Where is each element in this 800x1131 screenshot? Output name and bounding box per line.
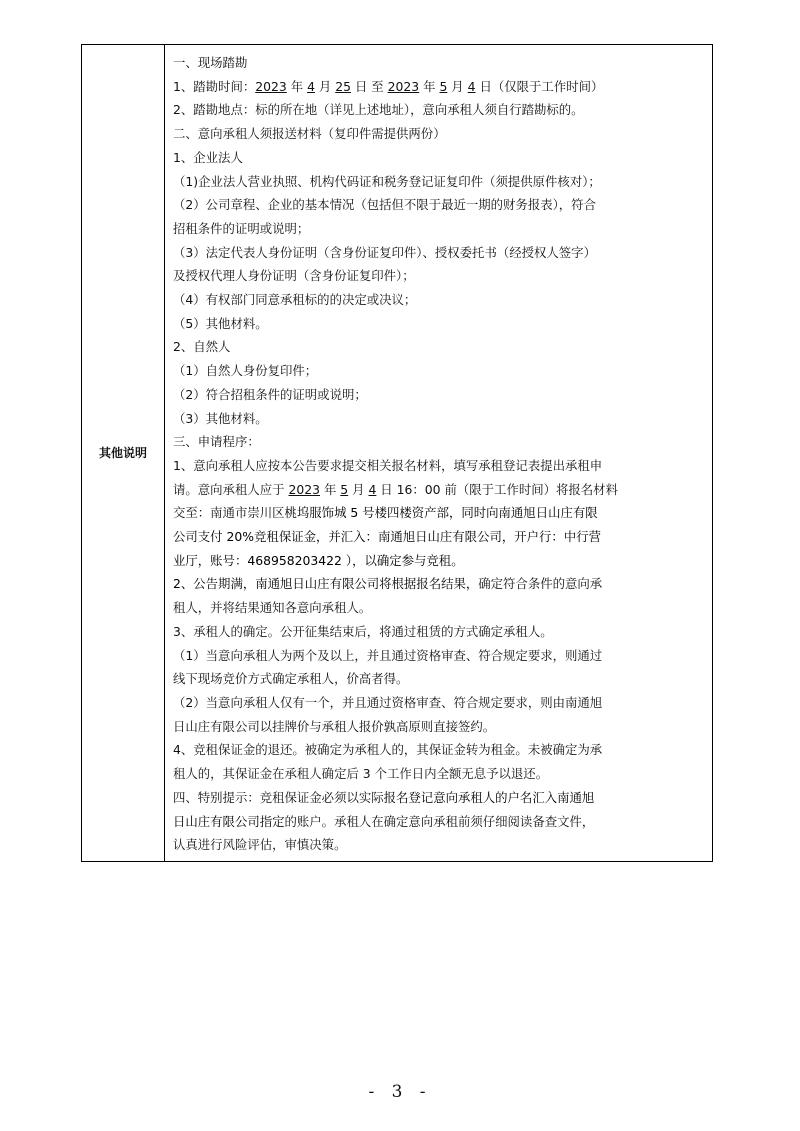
text-run: 租人，并将结果通知各意向承租人。	[173, 600, 372, 616]
text-run: 月	[314, 78, 336, 94]
content-line	[173, 833, 704, 857]
text-run: 年	[320, 481, 341, 497]
content-line	[173, 75, 704, 99]
content-line	[173, 715, 704, 739]
content-line	[173, 762, 704, 786]
text-run: 及授权代理人身份证明（含身份证复印件）；	[173, 268, 415, 284]
underlined-value: 5	[340, 481, 349, 497]
text-run: 年	[286, 78, 308, 94]
content-line	[173, 383, 704, 407]
text-run: 请。意向承租人应于	[173, 481, 289, 497]
content-line	[173, 264, 704, 288]
text-run: 日 至	[351, 78, 388, 94]
underlined-value: 4	[467, 78, 476, 94]
emphasis-text: 桃坞服饰城 5 号楼四楼资产部，同时向南通旭日山庄有限	[284, 505, 598, 521]
content-line	[173, 525, 704, 549]
text-run: 一、现场踏勘	[173, 55, 248, 70]
underlined-value: 4	[307, 78, 315, 94]
content-line	[173, 549, 704, 573]
text-run: （3）其他材料。	[173, 410, 268, 426]
text-run: （1）当意向承租人为两个及以上，并且通过资格审查、符合规定要求，则通过	[173, 647, 603, 663]
text-run: （2）公司章程、企业的基本情况（包括但不限于最近一期的财务报表），符合	[173, 197, 596, 213]
page-number: - 3 -	[368, 1082, 432, 1102]
content-line	[173, 430, 704, 454]
content-line	[173, 786, 704, 810]
text-run: 2、踏勘地点：标的所在地（详见上述地址），意向承租人须自行踏勘标的。	[173, 102, 584, 118]
content-line	[173, 146, 704, 170]
content-line	[173, 193, 704, 217]
content-line	[173, 98, 704, 122]
content-line	[173, 620, 704, 644]
underlined-value: 2023	[387, 78, 420, 94]
content-line	[173, 454, 704, 478]
content-line	[173, 667, 704, 691]
underlined-value: 4	[368, 481, 377, 497]
content-line	[173, 241, 704, 265]
content-line	[173, 407, 704, 431]
text-run: 月	[348, 481, 369, 497]
content-line	[173, 572, 704, 596]
text-run: 月	[447, 78, 468, 94]
text-run: （1）自然人身份复印件；	[173, 363, 318, 379]
underlined-value: 2023	[255, 78, 287, 94]
text-run: 年	[419, 78, 440, 94]
emphasis-text: 报名登记意向承租人的户名汇入南通旭	[383, 789, 595, 805]
content-lines	[173, 51, 704, 857]
emphasis-text: 公司支付 20%竞租保证金，并汇入：南通旭日山庄有限公司，开户行：中行营	[173, 529, 601, 545]
text-run: 1、企业法人	[173, 149, 243, 165]
text-run: 确定符合条件的意向承	[478, 576, 603, 592]
text-run: （2）当意向承租人仅有一个，并且通过资格审查、符合规定要求，则由南通旭	[173, 694, 603, 710]
text-run: 认真进行风险评估，审慎决策。	[173, 837, 347, 853]
text-run: 4、竞租保证金的退还。被确定为承租人的，其保证金转为租金。未被确定为承	[173, 742, 603, 758]
table-row	[82, 45, 713, 862]
text-run: 租人的，其保证金在承租人确定后 3 个工作日内全额无息予以退还。	[173, 766, 549, 782]
text-run: 招租条件的证明或说明；	[173, 220, 310, 236]
content-line	[173, 691, 704, 715]
text-run: 2、自然人	[173, 339, 231, 355]
emphasis-text: 2、公告期满，南通旭日山庄有限公司将根据报名结果，	[173, 576, 479, 592]
row-content	[165, 45, 713, 862]
emphasis-text: 日山庄有限公司指定	[173, 813, 285, 829]
text-run: 二、意向承租人须报送材料（复印件需提供两份）	[173, 126, 446, 142]
content-line	[173, 217, 704, 241]
text-run: 线下现场竞价方式确定承租人，价高者得。	[173, 671, 409, 687]
underlined-value: 25	[335, 78, 352, 94]
content-line	[173, 170, 704, 194]
text-run: 四、特别提示：竞租保证金必须以实际	[173, 789, 384, 805]
content-line	[173, 738, 704, 762]
notice-table	[81, 44, 713, 862]
content-line	[173, 288, 704, 312]
content-line	[173, 478, 704, 502]
underlined-value: 5	[439, 78, 448, 94]
text-run: （3）法定代表人身份证明（含身份证复印件）、授权委托书（经授权人签字）	[173, 244, 596, 260]
text-run: 1、意向承租人应按本公告要求提交相关报名材料，填写承租登记表提出承租申	[173, 457, 603, 473]
text-run: 1、踏勘时间：	[173, 78, 256, 94]
content-line	[173, 122, 704, 146]
content-line	[173, 644, 704, 668]
content-line	[173, 810, 704, 834]
text-run: （1)企业法人营业执照、机构代码证和税务登记证复印件（须提供原件核对）；	[173, 173, 601, 189]
content-line	[173, 501, 704, 525]
text-run: （5）其他材料。	[173, 315, 268, 331]
text-run: 日 16：00 前（限于工作时间）将报名材料	[376, 481, 618, 497]
content-line	[173, 51, 704, 75]
row-label: 其他说明	[82, 45, 165, 862]
emphasis-text: 业厅，账号：468958203422 ），以确定参与竞租。	[173, 552, 464, 568]
text-run: （4）有权部门同意承租标的的决定或决议；	[173, 292, 417, 308]
text-run: 日山庄有限公司以挂牌价与承租人报价孰高原则直接签约。	[173, 718, 496, 734]
content-line	[173, 312, 704, 336]
text-run: 交至：南通市崇川区	[173, 505, 285, 521]
content-line	[173, 596, 704, 620]
text-run: 日（仅限于工作时间）	[475, 78, 604, 94]
text-run: 3、承租人的确定。公开征集结束后，将通过租赁的方式确定承租人。	[173, 623, 553, 639]
content-line	[173, 335, 704, 359]
text-run: 三、申请程序：	[173, 434, 260, 450]
text-run: （2）符合招租条件的证明或说明；	[173, 386, 367, 402]
content-line	[173, 359, 704, 383]
underlined-value: 2023	[288, 481, 321, 497]
text-run: 的账户。承租人在确定意向承租前须仔细阅读备查文件，	[284, 813, 595, 829]
